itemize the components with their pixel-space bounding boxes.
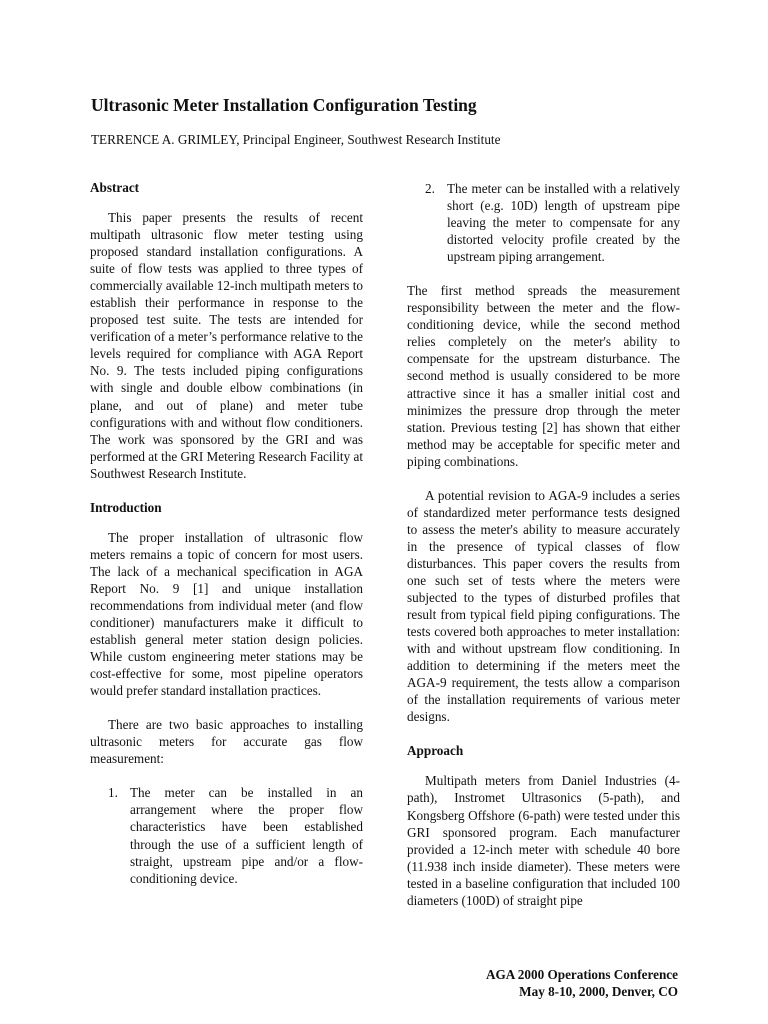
introduction-paragraph-3: The first method spreads the measurement responsibility between the meter and the flow-conditioning device, while the second method relies completely on the meter's ability to compensate for the upstream disturbance. The second method is usually considered to be more attractive since it has a smaller initial cost and minimizes the pressure drop through the meter station. Previous testing [2] has shown that either method may be acceptable for specific meter and piping combinations. <box>407 283 680 469</box>
left-column <box>90 179 363 904</box>
introduction-paragraph-1: The proper installation of ultrasonic flow meters remains a topic of concern for most users. The lack of a mechanical specification in AGA Report No. 9 [1] and unique installation recommendations from individual meter (and flow conditioner) manufacturers make it difficult to establish general meter station design policies. While custom engineering meter stations may be cost-effective for some, most pipeline operators would prefer standard installation practices. <box>90 529 363 699</box>
list-item-number: 2. <box>425 181 435 196</box>
conference-dates: May 8-10, 2000, Denver, CO <box>519 984 678 999</box>
approaches-list-part-2 <box>407 180 680 265</box>
introduction-paragraph-4: A potential revision to AGA-9 includes a series of standardized meter performance tests designed to assess the meter's ability to measure accurately in the presence of typical classes of flow disturbances. This paper covers the results from one such set of tests where the meters were subjected to the types of disturbed profiles that result from typical field piping configurations. The tests covered both approaches to meter installation: with and without upstream flow conditioning. In addition to determining if the meters meet the AGA-9 requirement, the tests allow a comparison of the installation requirements of various meter designs. <box>407 487 680 725</box>
list-item-text: The meter can be installed in an arrangement where the proper flow characteristics have been established through the use of a sufficient length of straight, upstream pipe and/or a flow-conditioning device. <box>130 785 363 886</box>
abstract-paragraph: This paper presents the results of recent multipath ultrasonic flow meter testing using proposed standard installation configurations. A suite of flow tests was applied to three types of commercially available 12-inch multipath meters to establish their performance in response to the proposed test suite. The tests are intended for verification of a meter’s performance relative to the levels required for compliance with AGA Report No. 9. The tests included piping configurations with single and double elbow combinations (in plane, and out of plane) and meter tube configurations with and without flow conditioners. The work was sponsored by the GRI and was performed at the GRI Metering Research Facility at Southwest Research Institute. <box>90 210 363 481</box>
list-item-number: 1. <box>108 785 118 801</box>
introduction-paragraph-2: There are two basic approaches to installing ultrasonic meters for accurate gas flow measurement: <box>90 717 363 767</box>
introduction-heading: Introduction <box>90 499 162 515</box>
list-item <box>108 784 363 886</box>
list-item-text: The meter can be installed with a relatively short (e.g. 10D) length of upstream pipe leaving the meter to compensate for any distorted velocity profile created by the upstream piping arrangement. <box>447 181 680 265</box>
conference-footer <box>378 966 678 1000</box>
paper-title: Ultrasonic Meter Installation Configuration Testing <box>91 95 477 115</box>
list-item <box>425 180 680 265</box>
conference-name: AGA 2000 Operations Conference <box>485 967 678 982</box>
approach-paragraph-1: Multipath meters from Daniel Industries (4-path), Instromet Ultrasonics (5-path), and Kongsberg Offshore (6-path) were tested under this GRI sponsored program. Each manufacturer provided a 12-inch meter with schedule 40 bore (11.938 inch inside diameter). These meters were tested in a baseline configuration that included 100 diameters (100D) of straight pipe <box>407 773 680 908</box>
author-line: TERRENCE A. GRIMLEY, Principal Engineer, Southwest Research Institute <box>91 132 501 147</box>
right-column <box>407 180 680 909</box>
approaches-list-part-1 <box>90 784 363 886</box>
approach-heading: Approach <box>407 743 464 759</box>
abstract-heading: Abstract <box>90 180 140 195</box>
